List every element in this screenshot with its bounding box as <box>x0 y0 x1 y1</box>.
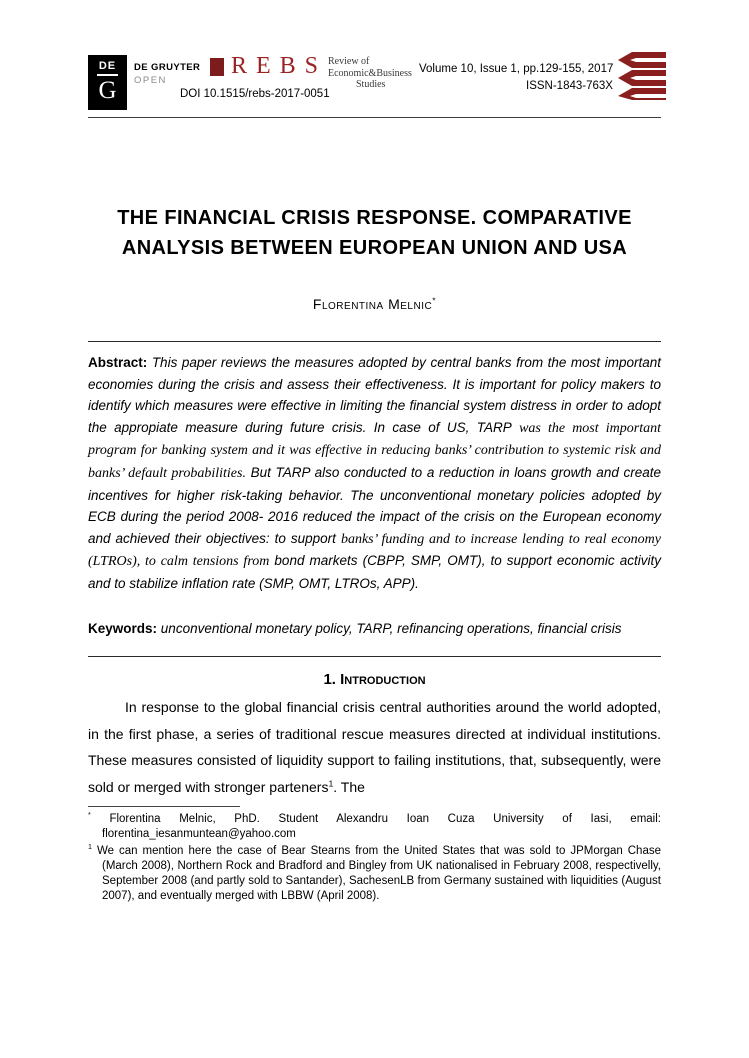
footnote-1-text: We can mention here the case of Bear Stearns from the United States that was sold to JPMorgan Chase (March 2008), Northern Rock and Bradford and Bingley from UK nationalised in February 2008, respectivelly, September 2008 (and partly sold to Santander), SachesenLB from Germany sustained with liquidities (August 2007), and eventually merged with LBBW (April 2008). <box>96 845 661 902</box>
paper-title-line1: THE FINANCIAL CRISIS RESPONSE. COMPARATIVE <box>117 207 632 229</box>
rebs-subtitle-line1: Review of <box>328 56 370 67</box>
rebs-subtitle-line3: Studies <box>356 79 386 90</box>
abstract-segment: was the most important program for banking system and it was effective in reducing banks’ contribution to systemic risk and banks’ default probabilities. <box>88 420 661 481</box>
degruyter-logo-g: G <box>98 77 117 104</box>
volume-info: Volume 10, Issue 1, pp.129-155, 2017 <box>419 63 614 75</box>
section-heading-introduction <box>88 671 661 688</box>
introduction-text: In response to the global financial crisis central authorities around the world adopted, in the first phase, a series of traditional rescue measures directed at individual institutions. These measures consisted of liquidity support to failing institutions, that, subsequently, were sold or merged with stronger parteners <box>88 699 661 795</box>
introduction-paragraph <box>88 694 661 800</box>
header-divider <box>88 117 661 118</box>
introduction-text-end: . The <box>333 778 365 795</box>
footnote-divider <box>88 806 240 807</box>
abstract-segment: This paper reviews the measures adopted by central banks from the most important economies during the crisis and assess their effectiveness. It is important for policy makers to identify which measures were effective in limiting the financial system distress in order to adopt the appropiate measure during future crisis. In case of US, TARP <box>88 355 661 435</box>
footnote-author-text: Florentina Melnic, PhD. Student Alexandru Ioan Cuza University of Iasi, email: florentina_iesanmuntean@yahoo.com <box>102 813 661 840</box>
abstract <box>88 352 661 595</box>
author-line <box>88 296 661 312</box>
degruyter-wordmark <box>134 62 200 86</box>
footnote-1-marker: 1 <box>88 843 92 852</box>
keywords-label: Keywords: <box>88 621 158 636</box>
rebs-square-icon <box>210 58 224 76</box>
degruyter-open-label: OPEN <box>134 75 167 86</box>
journal-book-icon <box>616 52 666 100</box>
paper-title-line2: ANALYSIS BETWEEN EUROPEAN UNION AND USA <box>121 237 628 259</box>
abstract-divider-bottom <box>88 656 661 657</box>
footnote-reference: 1 <box>328 777 334 788</box>
footnote-1 <box>88 844 661 904</box>
abstract-segment: bond markets (CBPP, SMP, OMT), to support economic activity and to stabilize inflation rate (SMP, OMT, LTROs, APP). <box>88 553 661 591</box>
doi-text: DOI 10.1515/rebs-2017-0051 <box>180 88 330 100</box>
section-number: 1. <box>323 671 336 688</box>
abstract-label: Abstract: <box>88 355 148 370</box>
degruyter-logo <box>88 55 127 110</box>
degruyter-logo-de: DE <box>97 60 118 76</box>
footnote-author <box>88 812 661 842</box>
issn: ISSN-1843-763X <box>526 80 613 92</box>
degruyter-name: DE GRUYTER <box>134 62 201 73</box>
abstract-segment: banks’ funding and to increase lending to real economy (LTROs), to calm tensions from <box>88 531 661 570</box>
abstract-divider-top <box>88 341 661 342</box>
rebs-subtitle <box>328 56 412 91</box>
author-footnote-marker: * <box>432 295 437 306</box>
rebs-subtitle-line2: Economic&Business <box>328 67 412 79</box>
rebs-letters: REBS <box>231 53 328 79</box>
paper-title <box>70 203 679 263</box>
section-title: Introduction <box>340 671 426 688</box>
author-name: Florentina Melnic <box>312 296 433 312</box>
abstract-segment: But TARP also conducted to a reduction in loans growth and create incentives for higher risk-taking behavior. The unconventional monetary policies adopted by ECB during the period 2008- 2016 reduced the impact of the crisis on the European economy and achieved their objectives: to support <box>88 464 661 546</box>
keywords-text: unconventional monetary policy, TARP, refinancing operations, financial crisis <box>160 621 622 636</box>
keywords <box>88 621 661 636</box>
footnote-author-marker: * <box>88 811 91 820</box>
